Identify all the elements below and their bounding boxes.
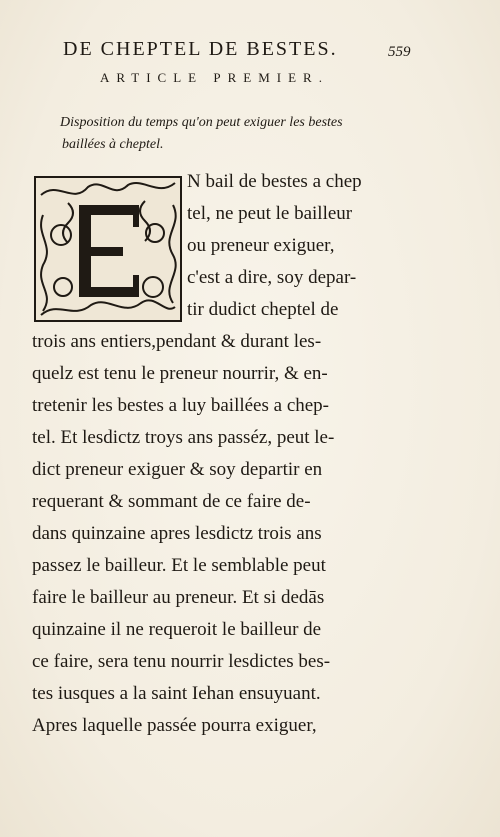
text-line: tel, ne peut le bailleur — [187, 203, 353, 224]
text-line: ce faire, sera tenu nourrir lesdictes bes- — [32, 651, 331, 672]
article-subheading: ARTICLE PREMIER. — [100, 70, 329, 85]
page-number: 559 — [388, 44, 411, 60]
text-line: tretenir les bestes a luy baillées a chep- — [32, 395, 330, 416]
text-line: passez le bailleur. Et le semblable peut — [32, 555, 326, 576]
caption-line-2: baillées à cheptel. — [62, 137, 164, 152]
section-caption — [60, 112, 380, 156]
decorated-initial-e — [33, 175, 183, 323]
text-line: Apres laquelle passée pourra exiguer, — [32, 715, 317, 736]
text-line: faire le bailleur au preneur. Et si dedās — [32, 587, 325, 608]
caption-line-1: Disposition du temps qu'on peut exiguer les bestes — [60, 115, 343, 130]
running-head: DE CHEPTEL DE BESTES. — [63, 38, 338, 60]
text-line: quelz est tenu le preneur nourrir, & en- — [32, 363, 328, 384]
text-line: N bail de bestes a chep — [187, 171, 362, 192]
text-line: ou preneur exiguer, — [187, 235, 335, 256]
text-line: quinzaine il ne requeroit le bailleur de — [32, 619, 322, 640]
text-line: dict preneur exiguer & soy departir en — [32, 459, 323, 480]
text-line: tes iusques a la saint Iehan ensuyuant. — [32, 683, 321, 704]
text-line: trois ans entiers,pendant & durant les- — [32, 331, 322, 352]
text-line: requerant & sommant de ce faire de- — [32, 491, 311, 512]
text-line: dans quinzaine apres lesdictz trois ans — [32, 523, 322, 544]
text-line: c'est a dire, soy depar- — [187, 267, 357, 288]
text-line: tel. Et lesdictz troys ans passéz, peut le- — [32, 427, 335, 448]
text-line: tir dudict cheptel de — [187, 299, 339, 320]
